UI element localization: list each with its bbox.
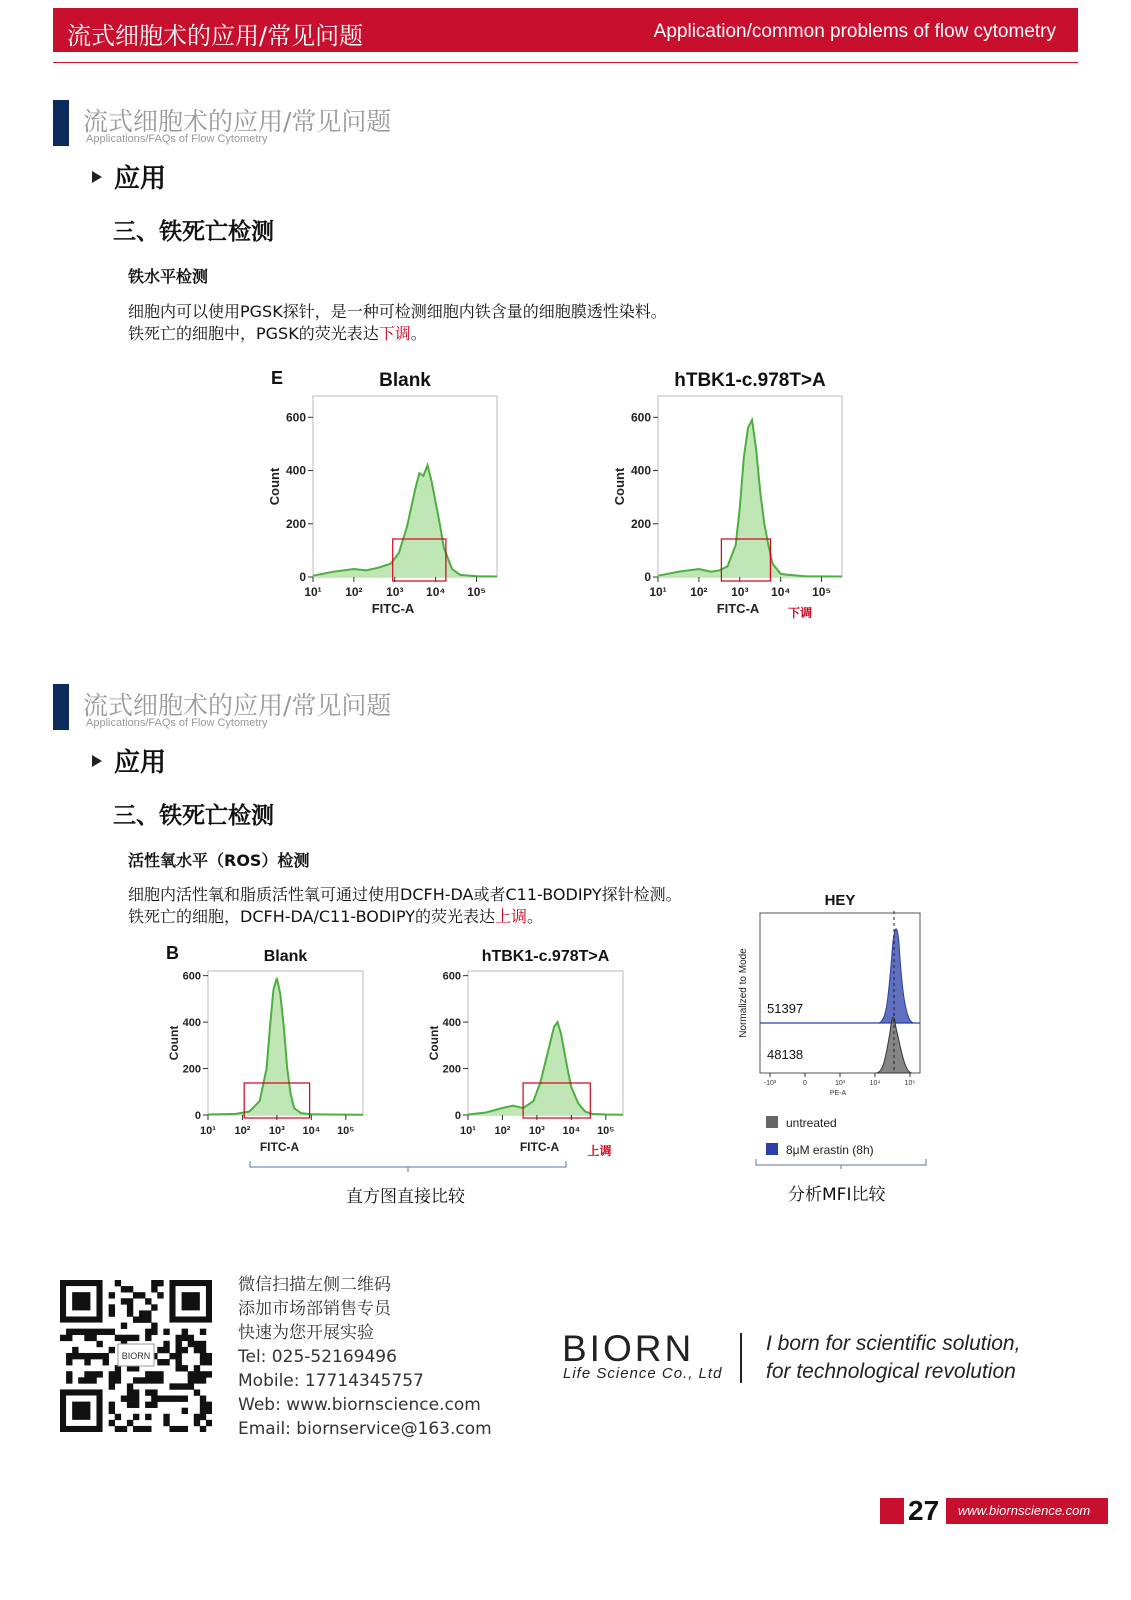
qr-module	[182, 1383, 188, 1389]
legend-swatch-untreated	[766, 1116, 778, 1128]
caption-mfi: 分析MFI比较	[788, 1185, 886, 1205]
series-erastin-peak	[878, 929, 914, 1023]
qr-module	[200, 1353, 206, 1359]
qr-module	[176, 1347, 182, 1353]
slogan-line: for technological revolution	[766, 1360, 1016, 1383]
x-tick-label: 10⁴	[869, 1080, 881, 1087]
qr-module	[84, 1329, 90, 1335]
x-tick-label: 10³	[268, 1125, 285, 1137]
wechat-line: 微信扫描左侧二维码	[238, 1275, 391, 1295]
qr-module	[115, 1414, 121, 1420]
qr-module	[200, 1341, 206, 1347]
header-title-en: Application/common problems of flow cytometry	[653, 21, 1056, 42]
x-axis-label: FITC-A	[716, 601, 760, 616]
qr-module	[206, 1408, 212, 1414]
y-axis-label: Count	[167, 1025, 181, 1061]
bullet-heading	[92, 742, 166, 779]
qr-module	[133, 1402, 139, 1408]
qr-module	[200, 1377, 206, 1383]
qr-module	[151, 1304, 157, 1310]
qr-module	[127, 1304, 133, 1310]
qr-module	[127, 1396, 133, 1402]
legend-label-erastin: 8μM erastin (8h)	[786, 1143, 874, 1157]
qr-module	[121, 1323, 127, 1329]
x-tick-label: 10³	[731, 585, 749, 599]
brand-logo: BIORN	[562, 1328, 695, 1369]
section-subheading: 活性氧水平（ROS）检测	[128, 851, 310, 870]
header-rule	[53, 62, 1078, 63]
qr-finder-center	[182, 1292, 200, 1310]
slogan	[766, 1330, 1020, 1386]
qr-module	[109, 1402, 115, 1408]
qr-module	[145, 1329, 151, 1335]
y-tick-label: 600	[630, 410, 651, 425]
x-tick-label: 10¹	[304, 585, 322, 599]
qr-module	[176, 1353, 182, 1359]
qr-module	[145, 1316, 151, 1322]
paragraph-line	[128, 906, 682, 928]
x-tick-label: 10¹	[460, 1125, 476, 1137]
bullet-heading	[92, 158, 166, 195]
y-axis-label: Count	[427, 1025, 441, 1061]
qr-module	[127, 1420, 133, 1426]
qr-module	[103, 1353, 109, 1359]
bracket-right	[756, 1159, 926, 1169]
qr-module	[127, 1286, 133, 1292]
qr-module	[200, 1414, 206, 1420]
qr-module	[206, 1402, 212, 1408]
qr-module	[133, 1389, 139, 1395]
qr-module	[121, 1286, 127, 1292]
qr-module	[200, 1408, 206, 1414]
paragraph-line: 细胞内活性氧和脂质活性氧可通过使用DCFH-DA或者C11-BODIPY探针检测。	[128, 885, 682, 904]
bracket-left	[248, 1160, 568, 1174]
qr-module	[139, 1426, 145, 1432]
qr-module	[115, 1371, 121, 1377]
qr-module	[145, 1426, 151, 1432]
web-link[interactable]: Web: www.biornscience.com	[238, 1395, 481, 1415]
qr-module	[84, 1353, 90, 1359]
qr-module	[151, 1286, 157, 1292]
y-tick-label: 200	[630, 516, 651, 531]
qr-module	[109, 1292, 115, 1298]
qr-module	[151, 1280, 157, 1286]
regulation-annotation: 下调	[788, 606, 813, 620]
qr-module	[163, 1347, 169, 1353]
qr-module	[109, 1377, 115, 1383]
histogram-htbk1-ros	[420, 935, 635, 1165]
qr-module	[206, 1359, 212, 1365]
qr-module	[169, 1353, 175, 1359]
qr-module	[121, 1426, 127, 1432]
qr-module	[182, 1408, 188, 1414]
x-tick-label: 10⁵	[904, 1080, 916, 1087]
y-tick-label: 0	[644, 570, 651, 584]
qr-module	[66, 1353, 72, 1359]
x-tick-label: 10⁵	[467, 585, 487, 599]
qr-module	[145, 1371, 151, 1377]
qr-logo-text: BIORN	[121, 1351, 151, 1361]
y-tick-label: 600	[442, 970, 461, 983]
x-tick-label: 10³	[386, 585, 404, 599]
qr-module	[176, 1365, 182, 1371]
contact-block	[238, 1273, 492, 1441]
qr-module	[139, 1316, 145, 1322]
qr-module	[66, 1329, 72, 1335]
qr-module	[157, 1377, 163, 1383]
qr-module	[151, 1396, 157, 1402]
qr-module	[157, 1347, 163, 1353]
brand-divider	[740, 1333, 742, 1383]
qr-module	[115, 1280, 121, 1286]
qr-module	[66, 1359, 72, 1365]
qr-module	[109, 1304, 115, 1310]
qr-module	[127, 1298, 133, 1304]
section-heading: 三、铁死亡检测	[113, 219, 274, 245]
qr-module	[157, 1292, 163, 1298]
qr-module	[169, 1383, 175, 1389]
qr-module	[176, 1383, 182, 1389]
qr-module	[84, 1371, 90, 1377]
x-tick-label: 10⁵	[337, 1125, 355, 1137]
section-title: 流式细胞术的应用/常见问题	[83, 691, 392, 720]
qr-module	[176, 1359, 182, 1365]
qr-module	[78, 1353, 84, 1359]
x-axis-label: FITC-A	[259, 1140, 300, 1154]
header-band	[53, 8, 1078, 52]
text: 。	[527, 907, 544, 926]
qr-module	[72, 1329, 78, 1335]
header-title-zh: 流式细胞术的应用/常见问题	[67, 22, 364, 50]
qr-module	[109, 1383, 115, 1389]
qr-module	[72, 1347, 78, 1353]
qr-module	[115, 1426, 121, 1432]
qr-module	[127, 1310, 133, 1316]
x-tick-label: 10⁵	[812, 585, 832, 599]
qr-module	[145, 1335, 151, 1341]
legend-swatch-erastin	[766, 1143, 778, 1155]
qr-module	[127, 1389, 133, 1395]
qr-module	[151, 1329, 157, 1335]
qr-module	[182, 1335, 188, 1341]
qr-module	[90, 1377, 96, 1383]
qr-module	[121, 1298, 127, 1304]
qr-module	[151, 1323, 157, 1329]
qr-module	[66, 1377, 72, 1383]
email-link[interactable]: Email: biornservice@163.com	[238, 1419, 492, 1439]
qr-module	[188, 1371, 194, 1377]
y-axis-label: Count	[267, 467, 282, 506]
section-subtitle: Applications/FAQs of Flow Cytometry	[86, 133, 268, 145]
mfi-label-erastin: 51397	[767, 1001, 804, 1016]
y-tick-label: 200	[182, 1063, 201, 1076]
histogram-fill	[468, 1022, 623, 1115]
qr-module	[163, 1341, 169, 1347]
qr-module	[115, 1335, 121, 1341]
qr-module	[103, 1329, 109, 1335]
qr-finder-center	[72, 1292, 90, 1310]
qr-module	[194, 1420, 200, 1426]
paragraph-line	[128, 323, 667, 345]
qr-module	[78, 1329, 84, 1335]
histogram-fill	[658, 420, 842, 577]
page-marker	[880, 1498, 904, 1524]
page-number: 27	[908, 1495, 940, 1526]
y-axis-label: Normalized to Mode	[738, 948, 749, 1038]
y-tick-label: 400	[630, 463, 651, 478]
qr-module	[133, 1414, 139, 1420]
qr-module	[139, 1292, 145, 1298]
paragraph-line: 细胞内可以使用PGSK探针，是一种可检测细胞内铁含量的细胞膜透性染料。	[128, 302, 667, 321]
brand-subtitle: Life Science Co., Ltd	[563, 1365, 723, 1382]
text: 铁死亡的细胞，DCFH-DA/C11-BODIPY的荧光表达	[128, 907, 496, 926]
qr-module	[151, 1402, 157, 1408]
qr-module	[133, 1426, 139, 1432]
qr-module	[200, 1402, 206, 1408]
qr-module	[90, 1335, 96, 1341]
x-axis-label: FITC-A	[519, 1140, 560, 1154]
qr-module	[60, 1335, 66, 1341]
x-tick-label: 0	[803, 1080, 807, 1087]
qr-module	[206, 1420, 212, 1426]
qr-module	[182, 1365, 188, 1371]
paragraph	[128, 301, 667, 345]
qr-module	[194, 1414, 200, 1420]
paragraph	[128, 884, 682, 928]
qr-module	[163, 1414, 169, 1420]
qr-module	[121, 1396, 127, 1402]
x-tick-label: 10²	[345, 585, 363, 599]
x-tick-label: 10³	[528, 1125, 545, 1137]
y-tick-label: 400	[182, 1017, 201, 1030]
section-subheading: 铁水平检测	[128, 267, 209, 286]
triangle-icon	[92, 755, 102, 767]
qr-module	[188, 1383, 194, 1389]
qr-module	[157, 1280, 163, 1286]
qr-module	[206, 1353, 212, 1359]
slogan-line: I born for scientific solution,	[766, 1332, 1021, 1355]
qr-module	[182, 1426, 188, 1432]
x-tick-label: 10²	[494, 1125, 511, 1137]
qr-module	[194, 1371, 200, 1377]
chart-title: hTBK1-c.978T>A	[674, 370, 826, 391]
qr-module	[109, 1420, 115, 1426]
qr-module	[176, 1426, 182, 1432]
text: 。	[410, 324, 427, 343]
y-tick-label: 400	[285, 463, 306, 478]
section-heading: 三、铁死亡检测	[113, 803, 274, 829]
qr-module	[151, 1371, 157, 1377]
chart-title: hTBK1-c.978T>A	[481, 948, 610, 965]
qr-module	[84, 1377, 90, 1383]
section-title: 流式细胞术的应用/常见问题	[83, 107, 392, 136]
x-tick-label: 10¹	[649, 585, 667, 599]
mobile-line: Mobile: 17714345757	[238, 1371, 424, 1391]
qr-module	[200, 1371, 206, 1377]
y-tick-label: 400	[442, 1017, 461, 1030]
qr-module	[188, 1335, 194, 1341]
qr-module	[194, 1341, 200, 1347]
y-tick-label: 600	[285, 410, 306, 425]
bullet-label: 应用	[114, 748, 167, 778]
chart-title: Blank	[263, 948, 308, 965]
y-tick-label: 0	[299, 570, 306, 584]
qr-module	[145, 1414, 151, 1420]
triangle-icon	[92, 171, 102, 183]
x-tick-label: 10²	[690, 585, 708, 599]
histogram-blank-iron	[255, 360, 515, 625]
qr-module	[176, 1341, 182, 1347]
qr-module	[121, 1335, 127, 1341]
chart-title: Blank	[379, 370, 431, 391]
x-tick-label: 10⁴	[771, 585, 791, 599]
qr-module	[163, 1329, 169, 1335]
bullet-label: 应用	[114, 164, 167, 194]
qr-module	[109, 1371, 115, 1377]
qr-module	[182, 1329, 188, 1335]
qr-module	[90, 1329, 96, 1335]
qr-module	[133, 1316, 139, 1322]
qr-module	[96, 1329, 102, 1335]
qr-module	[72, 1353, 78, 1359]
qr-module	[194, 1377, 200, 1383]
qr-module	[90, 1353, 96, 1359]
qr-module	[133, 1335, 139, 1341]
x-tick-label: -10³	[763, 1080, 777, 1087]
qr-module	[127, 1383, 133, 1389]
qr-module	[84, 1335, 90, 1341]
qr-module	[133, 1396, 139, 1402]
qr-module	[163, 1420, 169, 1426]
x-axis-label: PE-A	[829, 1090, 847, 1097]
qr-module	[145, 1298, 151, 1304]
qr-module	[176, 1396, 182, 1402]
page-url-band	[946, 1498, 1108, 1524]
section-marker	[53, 100, 69, 146]
highlight-text: 上调	[495, 907, 528, 926]
y-tick-label: 0	[194, 1110, 201, 1122]
qr-module	[145, 1377, 151, 1383]
panel-letter: E	[271, 368, 284, 388]
y-tick-label: 200	[442, 1063, 461, 1076]
qr-module	[182, 1396, 188, 1402]
y-axis-label: Count	[612, 467, 627, 506]
mfi-overlay-chart	[730, 885, 940, 1170]
chart-title: HEY	[824, 892, 856, 909]
qr-module	[109, 1408, 115, 1414]
histogram-htbk1-iron	[600, 360, 860, 625]
tel-line: Tel: 025-52169496	[238, 1347, 397, 1367]
qr-module	[151, 1377, 157, 1383]
qr-module	[145, 1389, 151, 1395]
qr-module	[194, 1347, 200, 1353]
wechat-line: 快速为您开展实验	[238, 1323, 374, 1343]
qr-module	[109, 1310, 115, 1316]
x-tick-label: 10⁴	[302, 1125, 321, 1137]
x-axis-label: FITC-A	[371, 601, 415, 616]
qr-module	[188, 1341, 194, 1347]
qr-code	[60, 1280, 212, 1432]
qr-module	[139, 1377, 145, 1383]
qr-module	[78, 1377, 84, 1383]
qr-module	[96, 1353, 102, 1359]
qr-module	[109, 1329, 115, 1335]
qr-module	[194, 1389, 200, 1395]
x-tick-label: 10⁵	[597, 1125, 615, 1137]
qr-module	[163, 1359, 169, 1365]
qr-module	[206, 1371, 212, 1377]
qr-module	[157, 1359, 163, 1365]
y-tick-label: 0	[454, 1110, 461, 1122]
qr-module	[151, 1389, 157, 1395]
qr-module	[200, 1359, 206, 1365]
text: 铁死亡的细胞中，PGSK的荧光表达	[128, 324, 379, 343]
caption-histogram: 直方图直接比较	[346, 1187, 465, 1207]
mfi-label-untreated: 48138	[767, 1047, 804, 1062]
wechat-line: 添加市场部销售专员	[238, 1299, 391, 1319]
x-tick-label: 10³	[834, 1080, 846, 1087]
qr-module	[157, 1396, 163, 1402]
qr-module	[200, 1426, 206, 1432]
qr-module	[127, 1335, 133, 1341]
qr-module	[200, 1329, 206, 1335]
y-tick-label: 600	[182, 970, 201, 983]
x-tick-label: 10⁴	[426, 585, 446, 599]
x-tick-label: 10²	[234, 1125, 251, 1137]
qr-module	[194, 1365, 200, 1371]
qr-module	[96, 1341, 102, 1347]
highlight-text: 下调	[378, 324, 411, 343]
qr-module	[200, 1347, 206, 1353]
qr-module	[182, 1347, 188, 1353]
qr-module	[139, 1310, 145, 1316]
qr-module	[176, 1335, 182, 1341]
qr-module	[188, 1377, 194, 1383]
histogram-fill	[313, 465, 497, 577]
y-tick-label: 200	[285, 516, 306, 531]
qr-module	[145, 1402, 151, 1408]
x-tick-label: 10¹	[200, 1125, 216, 1137]
qr-module	[66, 1335, 72, 1341]
qr-module	[145, 1310, 151, 1316]
x-tick-label: 10⁴	[562, 1125, 581, 1137]
legend-label-untreated: untreated	[786, 1116, 837, 1130]
qr-module	[127, 1402, 133, 1408]
qr-finder-center	[72, 1402, 90, 1420]
qr-module	[103, 1359, 109, 1365]
qr-module	[133, 1292, 139, 1298]
qr-module	[163, 1396, 169, 1402]
regulation-annotation: 上调	[587, 1144, 612, 1158]
qr-module	[169, 1396, 175, 1402]
qr-module	[96, 1371, 102, 1377]
qr-module	[115, 1377, 121, 1383]
section-subtitle: Applications/FAQs of Flow Cytometry	[86, 717, 268, 729]
page-url[interactable]: www.biornscience.com	[958, 1503, 1091, 1518]
histogram-blank-ros	[160, 935, 375, 1165]
panel-letter: B	[166, 943, 179, 963]
section-marker	[53, 684, 69, 730]
qr-module	[84, 1359, 90, 1365]
qr-module	[157, 1371, 163, 1377]
qr-module	[200, 1396, 206, 1402]
qr-module	[90, 1371, 96, 1377]
qr-module	[169, 1426, 175, 1432]
qr-module	[109, 1347, 115, 1353]
qr-module	[66, 1371, 72, 1377]
qr-module	[133, 1377, 139, 1383]
